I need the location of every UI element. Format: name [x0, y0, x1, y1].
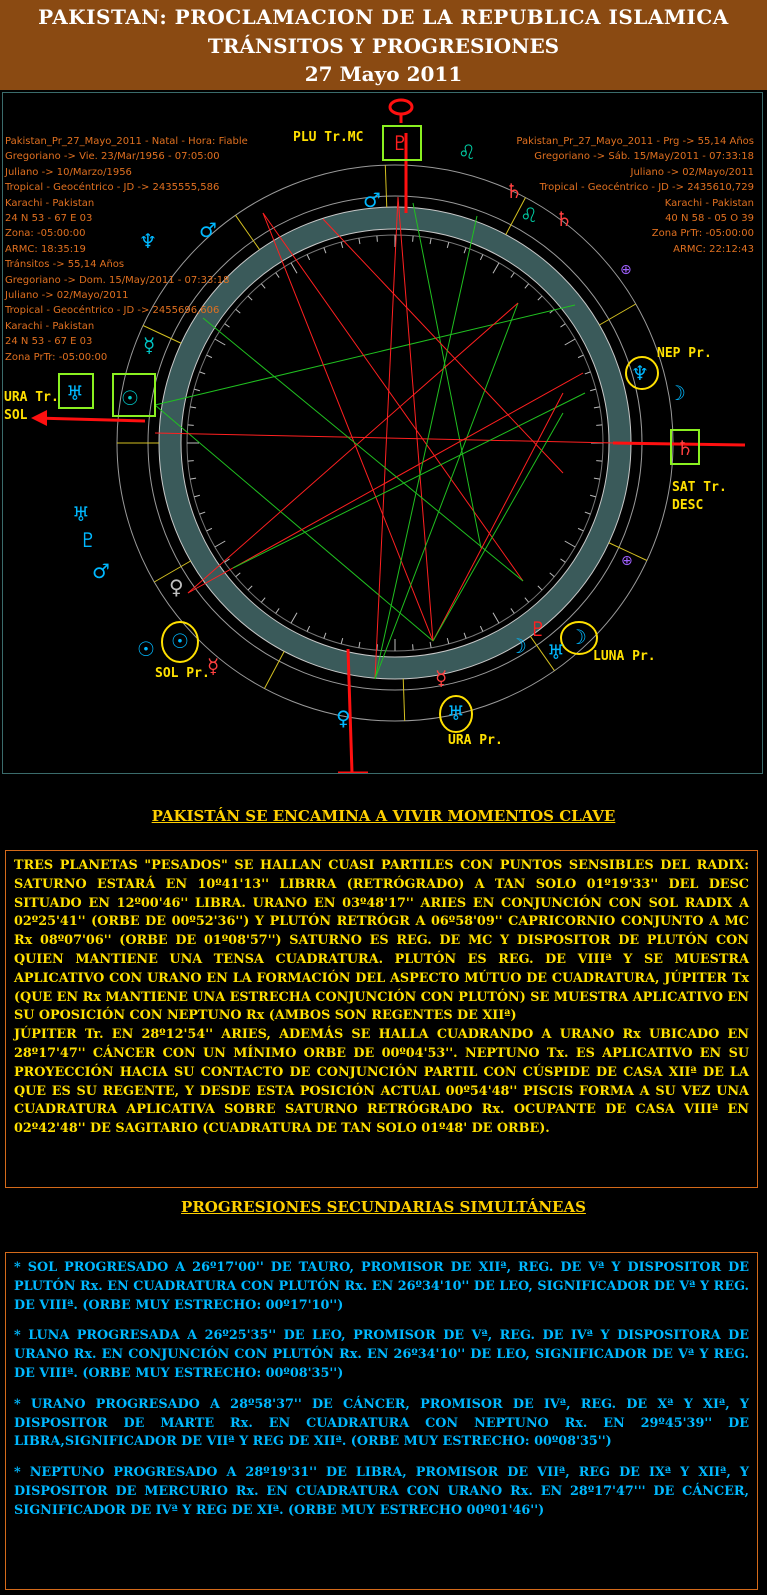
pluto-transit-icon: ♇ — [391, 131, 409, 155]
saturn-icon: ♄ — [505, 179, 523, 203]
sat-tr-label: SAT Tr. — [672, 480, 727, 495]
page-header — [0, 0, 767, 90]
uranus-pr-icon: ♅ — [447, 701, 465, 725]
neptune-icon: ♆ — [139, 229, 157, 253]
luna-label: LUNA Pr. — [593, 649, 656, 664]
desc-label: DESC — [672, 498, 704, 513]
venus-icon: ♀ — [169, 575, 184, 599]
sol-label: SOL — [4, 408, 28, 423]
header-date: 27 Mayo 2011 — [304, 62, 463, 86]
plu-label: PLU Tr.MC — [293, 130, 364, 145]
saturn-transit-icon: ♄ — [676, 436, 694, 460]
uranus-icon: ♅ — [72, 502, 90, 526]
uranus-transit-icon: ♅ — [66, 381, 84, 405]
header-subtitle: TRÁNSITOS Y PROGRESIONES — [207, 34, 560, 58]
neptune-pr-icon: ♆ — [631, 361, 649, 385]
mercury-icon-2: ☿ — [435, 666, 448, 690]
section1-paragraph: JÚPITER Tr. EN 28º12'54'' ARIES, ADEMÁS SE HALLA CUADRANDO A URANO Rx UBICADO EN 28º17'47'' CÁNCER CON UN MÍNIMO ORBE DE 00º04'53''. NEPTUNO Tx. ES APLICATIVO EN SU PROYECCIÓN HACIA SU CONTACTO DE CONJUNCIÓN PARTIL CON CÚSPIDE DE CASA XIIª DE LA QUE ES SU REGENTE, Y DESDE ESTA POSICIÓN ACTUAL 00º54'48'' PISCIS FORMA A SU VEZ UNA CUADRATURA APLICATIVA SOBRE SATURNO RETRÓGRADO Rx. OCUPANTE DE CASA VIIIª EN 02º42'48'' DE SAGITARIO (CUADRATURA DE TAN SOLO 01º48' DE ORBE). — [14, 1027, 749, 1137]
part-fortune-icon-2: ⊕ — [621, 553, 633, 569]
pluto-icon: ♇ — [79, 528, 97, 552]
sun-pr-icon: ☉ — [171, 629, 189, 653]
sun-icon: ☉ — [121, 386, 139, 410]
section2-title: PROGRESIONES SECUNDARIAS SIMULTÁNEAS — [181, 1198, 586, 1216]
leo-sign-icon-2: ♌ — [520, 203, 538, 227]
mercury-pr-icon: ☿ — [207, 654, 220, 678]
saturn-icon-2: ♄ — [555, 207, 573, 231]
sun-icon-2: ☉ — [137, 637, 155, 661]
progression-info: Pakistan_Pr_27_Mayo_2011 - Prg -> 55,14 Años Gregoriano -> Sáb. 15/May/2011 - 07:33:18 Juliano -> 02/Mayo/2011 Tropical - Geocéntrico - JD -> 2435610,729 Karachi - Pakistan 40 N 58 - 05 O 39 Zona PrTr: -05:00:00 ARMC: 22:12:43 — [516, 136, 754, 255]
ura-pr-label: URA Pr. — [448, 733, 503, 748]
mars-icon-3: ♂ — [92, 559, 110, 583]
section2-paragraph: * SOL PROGRESADO A 26º17'00'' DE TAURO, PROMISOR DE XIIª, REG. DE Vª Y DISPOSITOR DE PLUTÓN Rx. EN CUADRATURA CON PLUTÓN Rx. EN 26º34'10'' DE LEO, SIGNIFICADOR DE Vª Y REG. DE VIIIª. (ORBE MUY ESTRECHO: 00º17'10'') — [14, 1260, 749, 1313]
pluto-icon-2: ♇ — [529, 617, 547, 641]
section2-paragraph: * NEPTUNO PROGRESADO A 28º19'31'' DE LIBRA, PROMISOR DE VIIª, REG DE IXª Y XIIª, Y DISPOSITOR DE MERCURIO Rx. EN CUADRATURA CON URANO Rx. EN 28º17'47''' DE CÁNCER, SIGNIFICADOR DE IVª Y REG DE XIª. (ORBE MUY ESTRECHO 00º01'46'') — [14, 1465, 749, 1518]
moon-icon-2: ☽ — [509, 634, 527, 658]
section2-paragraph: * LUNA PROGRESADA A 26º25'35'' DE LEO, PROMISOR DE Vª, REG. DE IVª Y DISPOSITORA DE URANO Rx. EN CONJUNCIÓN CON PLUTÓN Rx. EN 26º34'10'' DE LEO, SIGNIFICADOR DE Vª Y REG. DE VIIIª. (ORBE MUY ESTRECHO: 00º08'35'') — [14, 1328, 749, 1381]
ura-tr-label: URA Tr. — [4, 390, 59, 405]
venus-icon-2: ♀ — [336, 706, 351, 730]
sol-pr-label: SOL Pr. — [155, 666, 210, 681]
mercury-icon: ☿ — [143, 333, 156, 357]
uranus-icon-2: ♅ — [547, 640, 565, 664]
section2-text-box — [5, 1252, 758, 1590]
header-title: PAKISTAN: PROCLAMACION DE LA REPUBLICA ISLAMICA — [38, 5, 729, 29]
part-fortune-icon: ⊕ — [620, 262, 632, 278]
moon-pr-icon: ☽ — [569, 625, 587, 649]
astrological-chart — [2, 92, 763, 774]
leo-sign-icon: ♌ — [458, 140, 476, 164]
section2-paragraph: * URANO PROGRESADO A 28º58'37'' DE CÁNCER, PROMISOR DE IVª, REG. DE Xª Y XIª, Y DISPOSITOR DE MARTE Rx. EN CUADRATURA CON NEPTUNO Rx. EN 29º45'39'' DE LIBRA,SIGNIFICADOR DE VIIª Y REG DE XIIª. (ORBE MUY ESTRECHO: 00º08'35'') — [14, 1396, 749, 1450]
section1-text-box — [5, 850, 758, 1188]
natal-info: Pakistan_Pr_27_Mayo_2011 - Natal - Hora: Fiable Gregoriano -> Vie. 23/Mar/1956 - 07:05:00 Juliano -> 10/Marzo/1956 Tropical - Geocéntrico - JD -> 2435555,586 Karachi - Pakistan 24 N 53 - 67 E 03 Zona: -05:00:00 ARMC: 18:35:19 Tránsitos -> 55,14 Años Gregoriano -> Dom. 15/May/2011 - 07:33:18 Juliano -> 02/Mayo/2011 Tropical - Geocéntrico - JD -> 2455696,606 Karachi - Pakistan 24 N 53 - 67 E 03 Zona PrTr: -05:00:00 — [5, 136, 248, 363]
nep-label: NEP Pr. — [657, 346, 712, 361]
mars-icon-2: ♂ — [199, 218, 217, 242]
mars-icon: ♂ — [363, 188, 381, 212]
moon-icon: ☽ — [668, 381, 686, 405]
section1-title: PAKISTÁN SE ENCAMINA A VIVIR MOMENTOS CLAVE — [151, 807, 616, 825]
section1-paragraph: TRES PLANETAS "PESADOS" SE HALLAN CUASI PARTILES CON PUNTOS SENSIBLES DEL RADIX: SATURNO ESTARÁ EN 10º41'13'' LIBRRA (RETRÓGRADO) A TAN SOLO 01º19'33'' DEL DESC SITUADO EN 12º00'46'' LIBRA. URANO EN 03º48'17'' ARIES EN CONJUNCIÓN CON SOL RADIX A 02º25'41'' (ORBE DE 00º52'36'') Y PLUTÓN RETRÓGR A 06º58'09'' CAPRICORNIO CONJUNTO A MC Rx 08º07'06'' (ORBE DE 01º08'57'') SATURNO ES REG. DE MC Y DISPOSITOR DE PLUTÓN CON QUIEN MANTIENE UNA TENSA CUADRATURA. PLUTÓN ES REG. DE VIIIª Y SE MUESTRA APLICATIVO CON URANO EN LA FORMACIÓN DEL ASPECTO MÚTUO DE CUADRATURA, JÚPITER Tx (QUE EN Rx MANTIENE UNA ESTRECHA CONJUNCIÓN CON PLUTÓN) SE MUESTRA APLICATIVO EN SU OPOSICIÓN CON NEPTUNO Rx (AMBOS SON REGENTES DE XIIª) — [14, 858, 749, 1024]
